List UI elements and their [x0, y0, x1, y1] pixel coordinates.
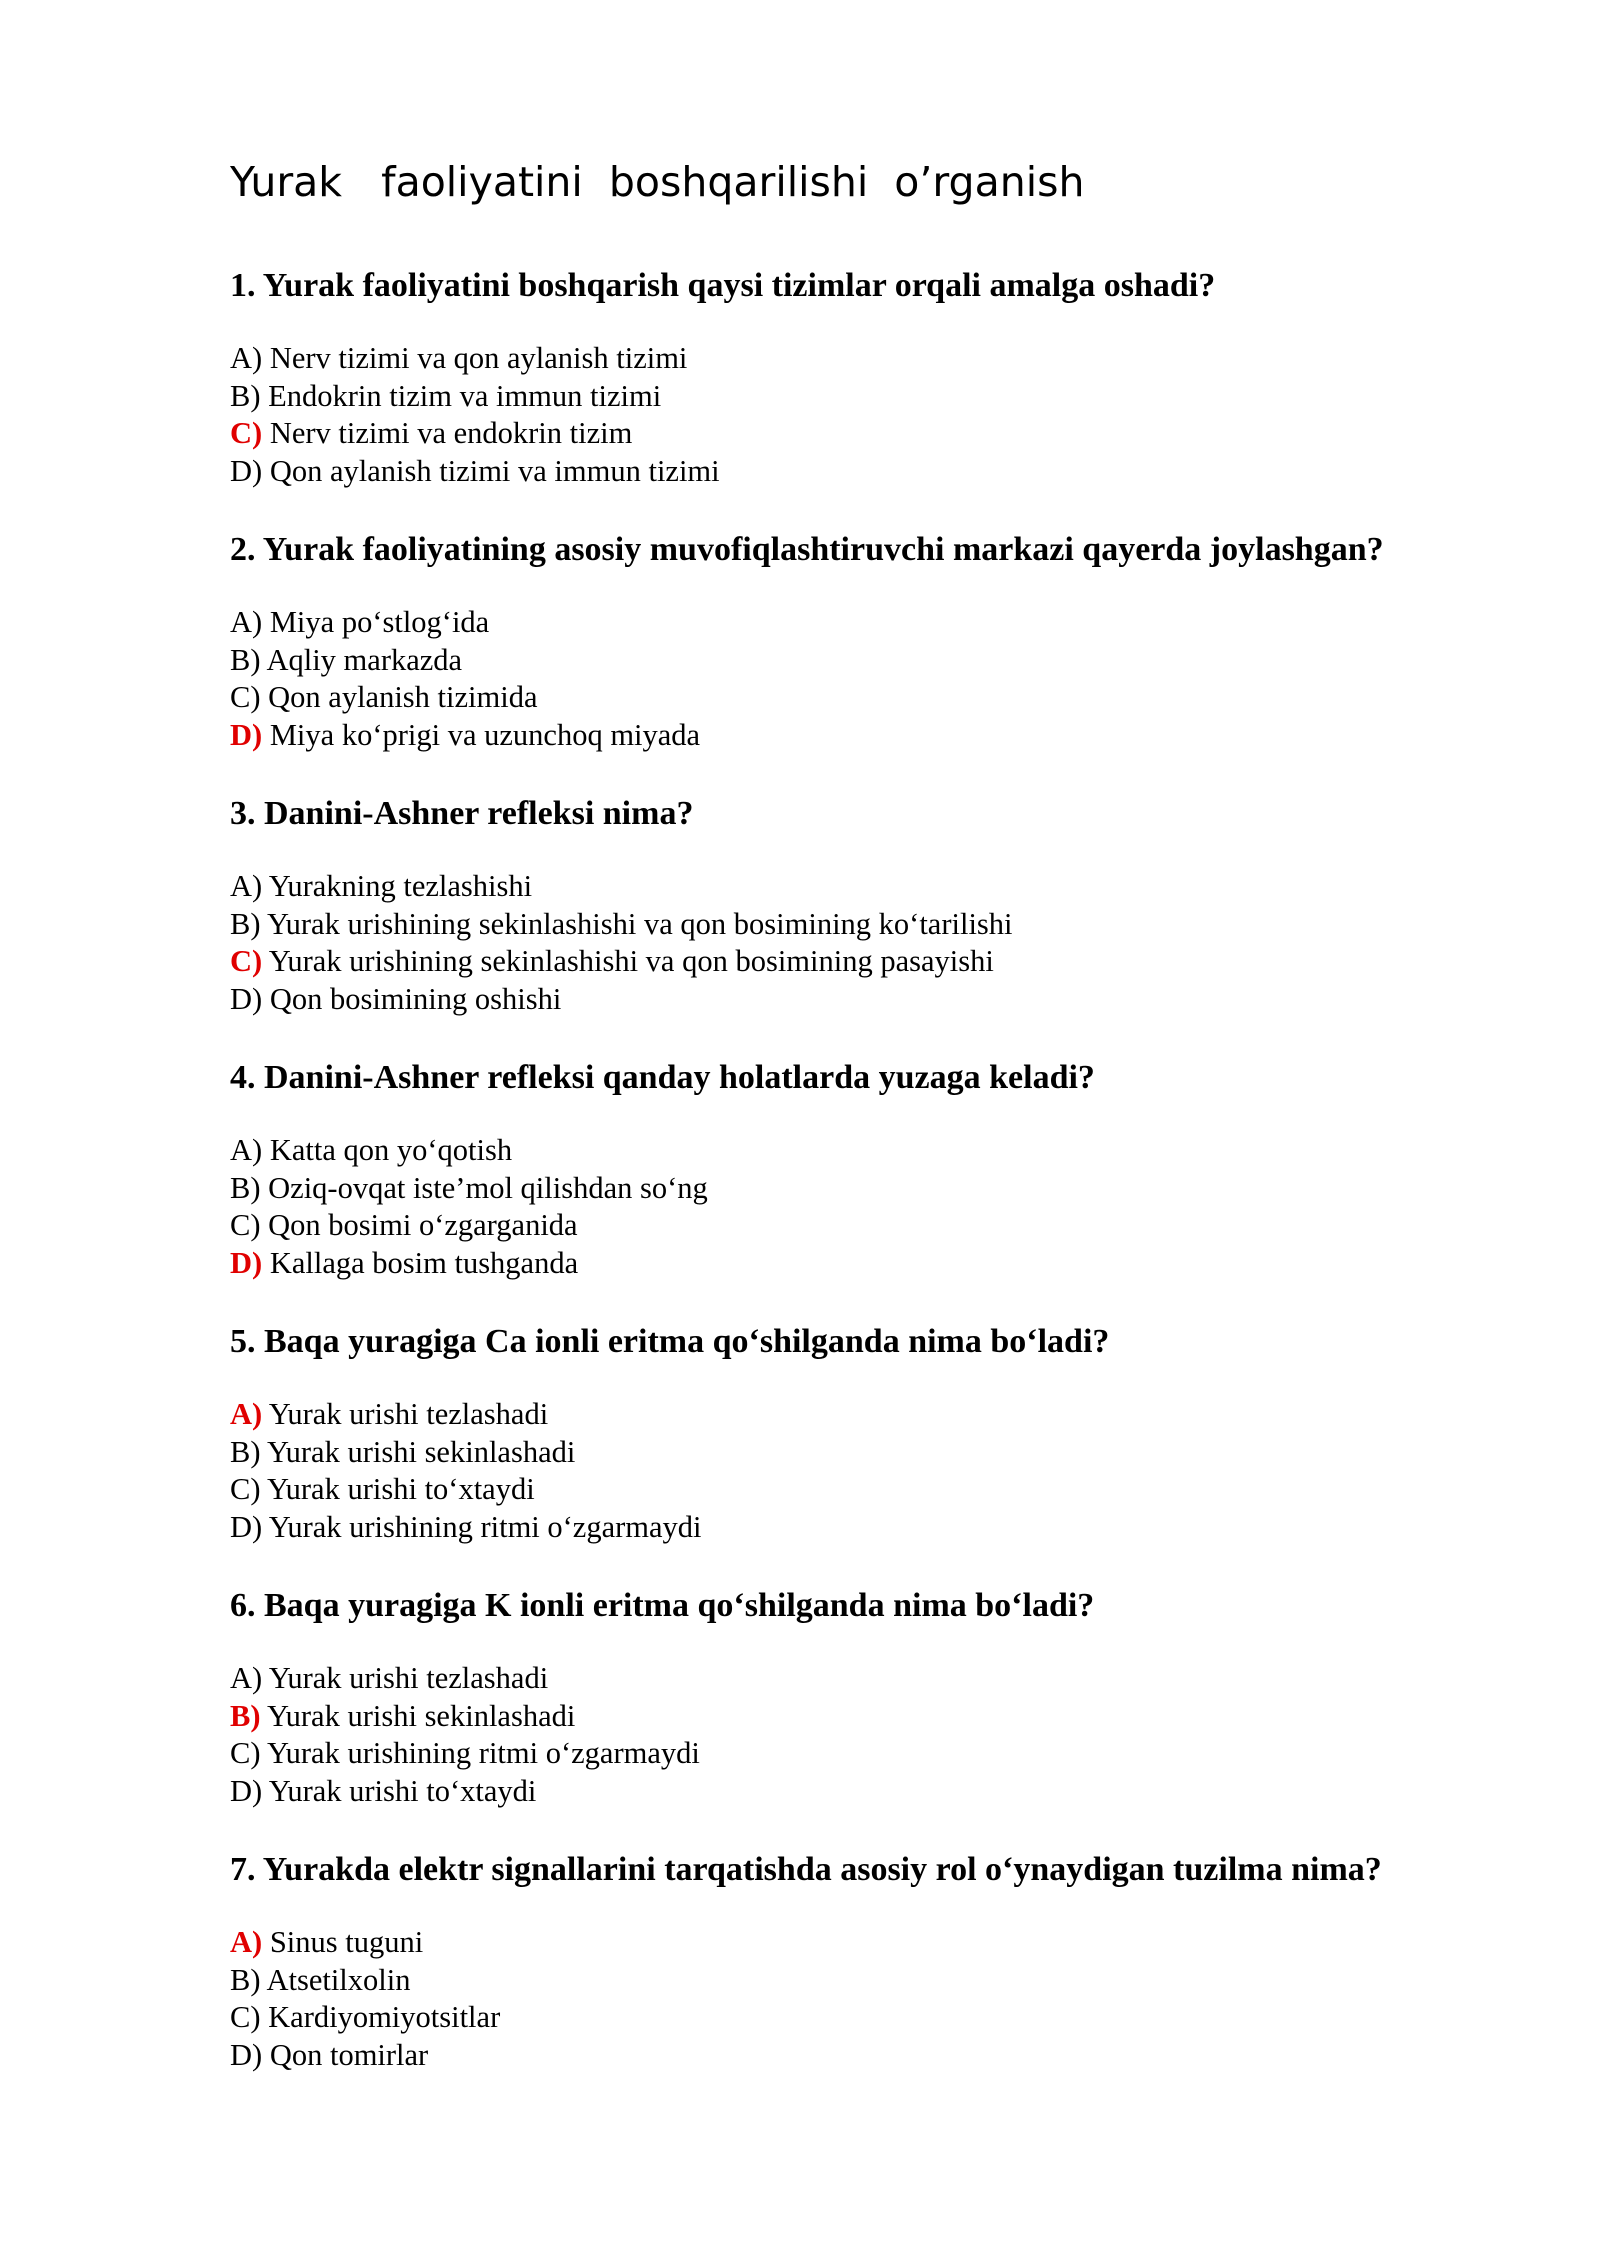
answer-option: [230, 1773, 1480, 1811]
answer-text: Yurak urishi tezlashadi: [268, 1661, 549, 1695]
answer-letter: B): [230, 642, 261, 677]
answer-text: Qon bosimi o‘zgarganida: [268, 1208, 578, 1242]
answer-text: Miya ko‘prigi va uzunchoq miyada: [269, 717, 701, 752]
answer-text: Yurak urishi to‘xtaydi: [267, 1472, 535, 1506]
answer-text: Atsetilxolin: [266, 1962, 411, 1997]
correct-answer-letter: D): [230, 1245, 263, 1280]
answer-text: Yurak urishi tezlashadi: [268, 1397, 549, 1431]
answer-option: [230, 453, 1480, 491]
question-text: 7. Yurakda elektr signallarini tarqatishda asosiy rol o‘ynaydigan tuzilma nima?: [230, 1851, 1382, 1888]
answer-text: Miya po‘stlog‘ida: [269, 605, 490, 639]
document-title: Yurak faoliyatini boshqarilishi o’rganish: [230, 158, 1085, 206]
answer-text: Qon aylanish tizimida: [268, 680, 538, 714]
answer-text: Kardiyomiyotsitlar: [268, 2000, 501, 2034]
question-text: 4. Danini-Ashner refleksi qanday holatlarda yuzaga keladi?: [230, 1059, 1095, 1096]
answer-letter: B): [230, 1434, 261, 1469]
answer-text: Nerv tizimi va endokrin tizim: [269, 416, 633, 450]
answer-options: [230, 604, 1480, 754]
answer-text: Qon tomirlar: [269, 2037, 429, 2072]
answer-letter: A): [230, 605, 263, 639]
question-block: [230, 1584, 1480, 1810]
answer-option: [230, 717, 1480, 755]
question-text: 1. Yurak faoliyatini boshqarish qaysi tizimlar orqali amalga oshadi?: [230, 267, 1216, 304]
answer-letter: C): [230, 680, 261, 714]
correct-answer-letter: C): [230, 944, 263, 978]
answer-options: [230, 340, 1480, 490]
answer-text: Qon bosimining oshishi: [269, 981, 562, 1016]
answer-text: Qon aylanish tizimi va immun tizimi: [269, 453, 720, 488]
question-text: 5. Baqa yuragiga Ca ionli eritma qo‘shilganda nima bo‘ladi?: [230, 1323, 1110, 1360]
answer-option: [230, 679, 1480, 717]
answer-letter: C): [230, 1472, 261, 1506]
answer-options: [230, 1924, 1480, 2074]
answer-text: Yurakning tezlashishi: [268, 869, 533, 903]
answer-text: Yurak urishining ritmi o‘zgarmaydi: [268, 1509, 702, 1544]
answer-option: [230, 1396, 1480, 1434]
correct-answer-letter: D): [230, 717, 263, 752]
question-text: 2. Yurak faoliyatining asosiy muvofiqlashtiruvchi markazi qayerda joylashgan?: [230, 531, 1384, 568]
answer-option: [230, 981, 1480, 1019]
question-block: [230, 1056, 1480, 1282]
answer-text: Katta qon yo‘qotish: [269, 1133, 513, 1167]
answer-letter: D): [230, 981, 263, 1016]
answer-letter: B): [230, 1170, 261, 1205]
answer-options: [230, 1132, 1480, 1282]
answer-text: Yurak urishi sekinlashadi: [267, 1698, 576, 1733]
correct-answer-letter: C): [230, 416, 263, 450]
answer-option: [230, 1999, 1480, 2037]
answer-text: Nerv tizimi va qon aylanish tizimi: [269, 341, 688, 375]
answer-options: [230, 1660, 1480, 1810]
question-text: 6. Baqa yuragiga K ionli eritma qo‘shilganda nima bo‘ladi?: [230, 1587, 1095, 1624]
answer-option: [230, 1962, 1480, 2000]
answer-option: [230, 1660, 1480, 1698]
answer-option: [230, 1471, 1480, 1509]
answer-option: [230, 378, 1480, 416]
answer-option: [230, 1207, 1480, 1245]
answer-text: Kallaga bosim tushganda: [269, 1245, 579, 1280]
answer-option: [230, 943, 1480, 981]
question-block: [230, 1320, 1480, 1546]
answer-text: Endokrin tizim va immun tizimi: [268, 378, 662, 413]
answer-letter: D): [230, 453, 263, 488]
answer-option: [230, 2037, 1480, 2075]
answer-text: Aqliy markazda: [266, 642, 463, 677]
answer-text: Yurak urishining ritmi o‘zgarmaydi: [267, 1736, 700, 1770]
answer-options: [230, 1396, 1480, 1546]
answer-text: Sinus tuguni: [269, 1925, 424, 1959]
answer-option: [230, 1698, 1480, 1736]
answer-option: [230, 1434, 1480, 1472]
correct-answer-letter: B): [230, 1698, 261, 1733]
answer-options: [230, 868, 1480, 1018]
answer-letter: A): [230, 341, 263, 375]
question-block: [230, 528, 1480, 754]
question-text: 3. Danini-Ashner refleksi nima?: [230, 795, 694, 832]
answer-text: Yurak urishi to‘xtaydi: [268, 1773, 537, 1808]
answer-option: [230, 1170, 1480, 1208]
question-list: [230, 264, 1480, 2074]
correct-answer-letter: A): [230, 1925, 263, 1959]
answer-letter: C): [230, 1736, 261, 1770]
document-content: [230, 152, 1480, 2112]
answer-text: Yurak urishining sekinlashishi va qon bosimining pasayishi: [268, 944, 994, 978]
answer-letter: B): [230, 378, 261, 413]
answer-letter: C): [230, 2000, 261, 2034]
answer-option: [230, 1924, 1480, 1962]
answer-option: [230, 340, 1480, 378]
answer-letter: D): [230, 1509, 263, 1544]
answer-letter: A): [230, 1661, 263, 1695]
answer-letter: D): [230, 2037, 263, 2072]
answer-text: Yurak urishining sekinlashishi va qon bosimining ko‘tarilishi: [267, 906, 1013, 941]
answer-option: [230, 1735, 1480, 1773]
answer-option: [230, 868, 1480, 906]
answer-text: Yurak urishi sekinlashadi: [267, 1434, 576, 1469]
answer-option: [230, 1245, 1480, 1283]
question-block: [230, 1848, 1480, 2074]
correct-answer-letter: A): [230, 1397, 263, 1431]
answer-option: [230, 1132, 1480, 1170]
answer-option: [230, 1509, 1480, 1547]
question-block: [230, 792, 1480, 1018]
answer-option: [230, 604, 1480, 642]
answer-letter: A): [230, 1133, 263, 1167]
answer-letter: D): [230, 1773, 263, 1808]
answer-letter: A): [230, 869, 263, 903]
answer-option: [230, 415, 1480, 453]
answer-option: [230, 642, 1480, 680]
answer-text: Oziq-ovqat iste’mol qilishdan so‘ng: [268, 1170, 708, 1205]
question-block: [230, 264, 1480, 490]
answer-letter: C): [230, 1208, 261, 1242]
answer-letter: B): [230, 906, 261, 941]
answer-letter: B): [230, 1962, 261, 1997]
answer-option: [230, 906, 1480, 944]
